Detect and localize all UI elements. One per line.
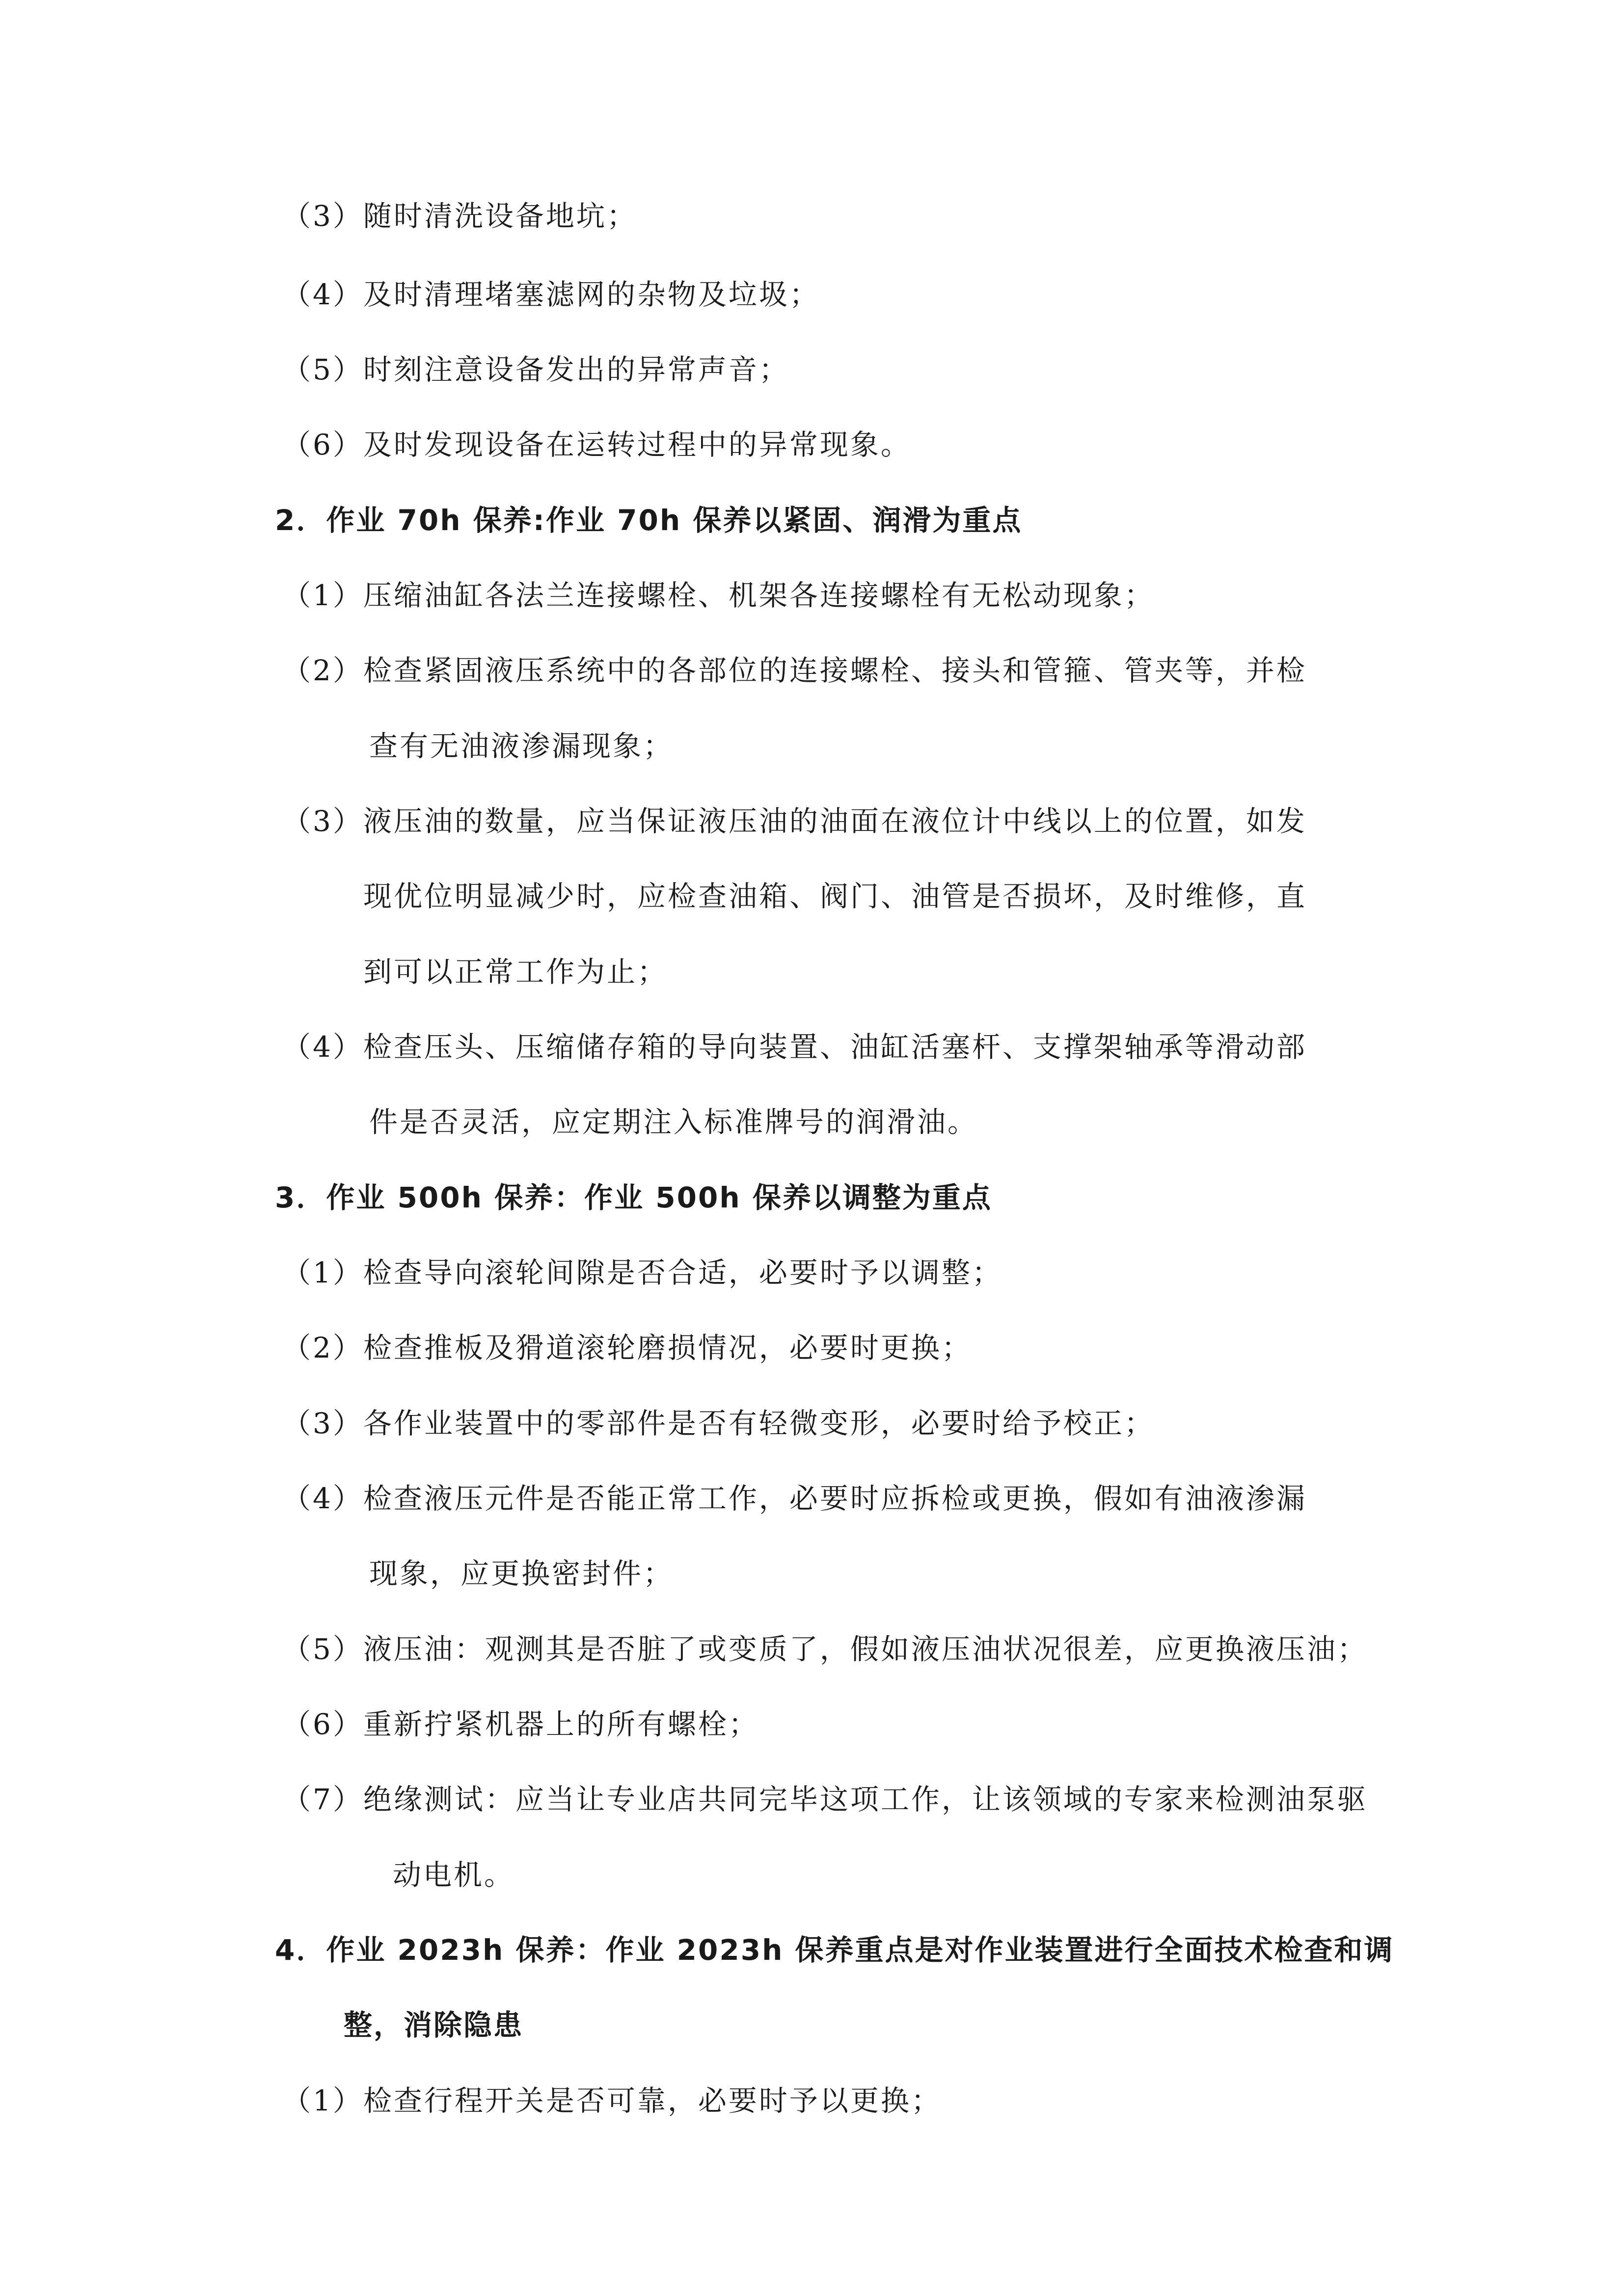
section-heading-70h: 2．作业 70h 保养:作业 70h 保养以紧固、润滑为重点 [275, 504, 1023, 537]
list-item-7-continuation: 动电机。 [393, 1858, 515, 1892]
list-item-6-retighten-bolts: （6）重新拧紧机器上的所有螺栓； [282, 1708, 759, 1741]
list-item-2-continuation: 查有无油液渗漏现象； [369, 729, 674, 763]
list-item-6-abnormal-phenomena: （6）及时发现设备在运转过程中的异常现象。 [282, 428, 911, 461]
section-heading-500h: 3．作业 500h 保养：作业 500h 保养以调整为重点 [275, 1181, 992, 1214]
list-item-1-guide-roller: （1）检查导向滚轮间隙是否合适，必要时予以调整； [282, 1256, 1002, 1289]
list-item-7-insulation-test: （7）绝缘测试：应当让专业店共同完毕这项工作，让该领域的专家来检测油泵驱 [282, 1783, 1368, 1816]
list-item-1-bolts: （1）压缩油缸各法兰连接螺栓、机架各连接螺栓有无松动现象； [282, 579, 1155, 612]
list-item-3-continuation-1: 现优位明显减少时，应检查油箱、阀门、油管是否损坏，及时维修，直 [363, 880, 1307, 913]
list-item-2-hydraulic-fasten: （2）检查紧固液压系统中的各部位的连接螺栓、接头和管箍、管夹等，并检 [282, 654, 1307, 687]
list-item-3-continuation-2: 到可以正常工作为止； [363, 955, 668, 988]
list-item-5-abnormal-sound: （5）时刻注意设备发出的异常声音； [282, 353, 789, 386]
list-item-4-clear-filter: （4）及时清理堵塞滤网的杂物及垃圾； [282, 278, 820, 311]
list-item-1-travel-switch: （1）检查行程开关是否可靠，必要时予以更换； [282, 2084, 942, 2117]
list-item-4-continuation-seal: 现象，应更换密封件； [369, 1557, 674, 1590]
list-item-3-deformation: （3）各作业装置中的零部件是否有轻微变形，必要时给予校正； [282, 1407, 1155, 1440]
list-item-4-continuation: 件是否灵活，应定期注入标准牌号的润滑油。 [369, 1105, 978, 1139]
list-item-3-oil-level: （3）液压油的数量，应当保证液压油的油面在液位计中线以上的位置，如发 [282, 804, 1307, 838]
section-heading-2023h: 4．作业 2023h 保养：作业 2023h 保养重点是对作业装置进行全面技术检查和调 [275, 1933, 1394, 1967]
list-item-2-push-plate: （2）检查推板及猾道滚轮磨损情况，必要时更换； [282, 1331, 972, 1364]
list-item-5-hydraulic-oil: （5）液压油：观测其是否脏了或变质了，假如液压油状况很差，应更换液压油； [282, 1632, 1368, 1666]
list-item-4-hydraulic-elements: （4）检查液压元件是否能正常工作，必要时应拆检或更换，假如有油液渗漏 [282, 1482, 1307, 1515]
list-item-3-clean-pit: （3）随时清洗设备地坑； [282, 199, 637, 233]
section-heading-2023h-continuation: 整，消除隐患 [344, 2008, 524, 2042]
list-item-4-sliding-parts: （4）检查压头、压缩储存箱的导向装置、油缸活塞杆、支撑架轴承等滑动部 [282, 1030, 1307, 1064]
